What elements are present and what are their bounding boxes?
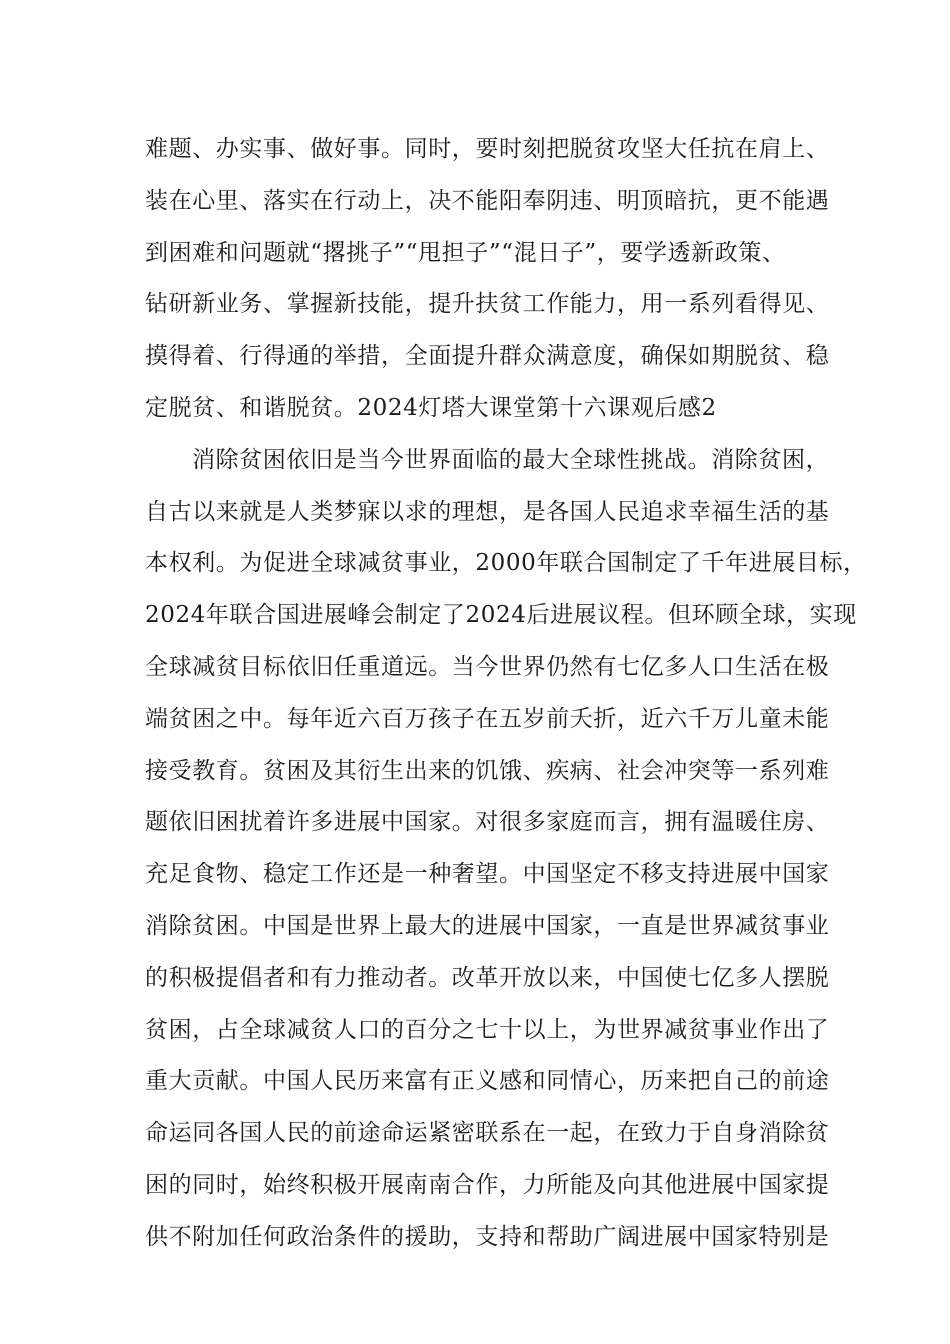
text-line: 全球减贫目标依旧任重道远。当今世界仍然有七亿多人口生活在极 [145, 653, 830, 680]
text-line: 钻研新业务、掌握新技能，提升扶贫工作能力，用一系列看得见、 [145, 291, 830, 318]
text-line: 装在心里、落实在行动上，决不能阳奉阴违、明顶暗抗，更不能遇 [145, 187, 830, 214]
text-line: 接受教育。贫困及其衍生出来的饥饿、疾病、社会冲突等一系列难 [145, 757, 830, 784]
text-line: 摸得着、行得通的举措，全面提升群众满意度，确保如期脱贫、稳 [145, 343, 830, 370]
text-line: 困的同时，始终积极开展南南合作，力所能及向其他进展中国家提 [145, 1171, 830, 1198]
text-line: 端贫困之中。每年近六百万孩子在五岁前夭折，近六千万儿童未能 [145, 705, 830, 732]
text-line: 贫困，占全球减贫人口的百分之七十以上，为世界减贫事业作出了 [145, 1016, 830, 1043]
text-line: 重大贡献。中国人民历来富有正义感和同情心，历来把自己的前途 [145, 1068, 830, 1095]
paragraph-first-line: 消除贫困依旧是当今世界面临的最大全球性挑战。消除贫困， [192, 446, 830, 473]
text-line: 本权利。为促进全球减贫事业，2000年联合国制定了千年进展目标， [145, 550, 867, 577]
text-line: 难题、办实事、做好事。同时，要时刻把脱贫攻坚大任抗在肩上、 [145, 136, 830, 162]
text-line: 自古以来就是人类梦寐以求的理想，是各国人民追求幸福生活的基 [145, 498, 830, 525]
text-line: 命运同各国人民的前途命运紧密联系在一起，在致力于自身消除贫 [145, 1120, 830, 1147]
text-line: 充足食物、稳定工作还是一种奢望。中国坚定不移支持进展中国家 [145, 861, 830, 888]
text-line: 供不附加任何政治条件的援助，支持和帮助广阔进展中国家特别是 [145, 1223, 830, 1250]
text-line: 的积极提倡者和有力推动者。改革开放以来，中国使七亿多人摆脱 [145, 964, 830, 991]
text-line: 消除贫困。中国是世界上最大的进展中国家，一直是世界减贫事业 [145, 912, 830, 939]
text-line: 题依旧困扰着许多进展中国家。对很多家庭而言，拥有温暖住房、 [145, 809, 830, 836]
text-line: 定脱贫、和谐脱贫。2024灯塔大课堂第十六课观后感2 [145, 394, 717, 421]
document-body [145, 124, 867, 1264]
text-line: 2024年联合国进展峰会制定了2024后进展议程。但环顾全球，实现 [145, 602, 857, 629]
text-line: 到困难和问题就“撂挑子”“甩担子”“混日子”，要学透新政策、 [145, 239, 786, 266]
